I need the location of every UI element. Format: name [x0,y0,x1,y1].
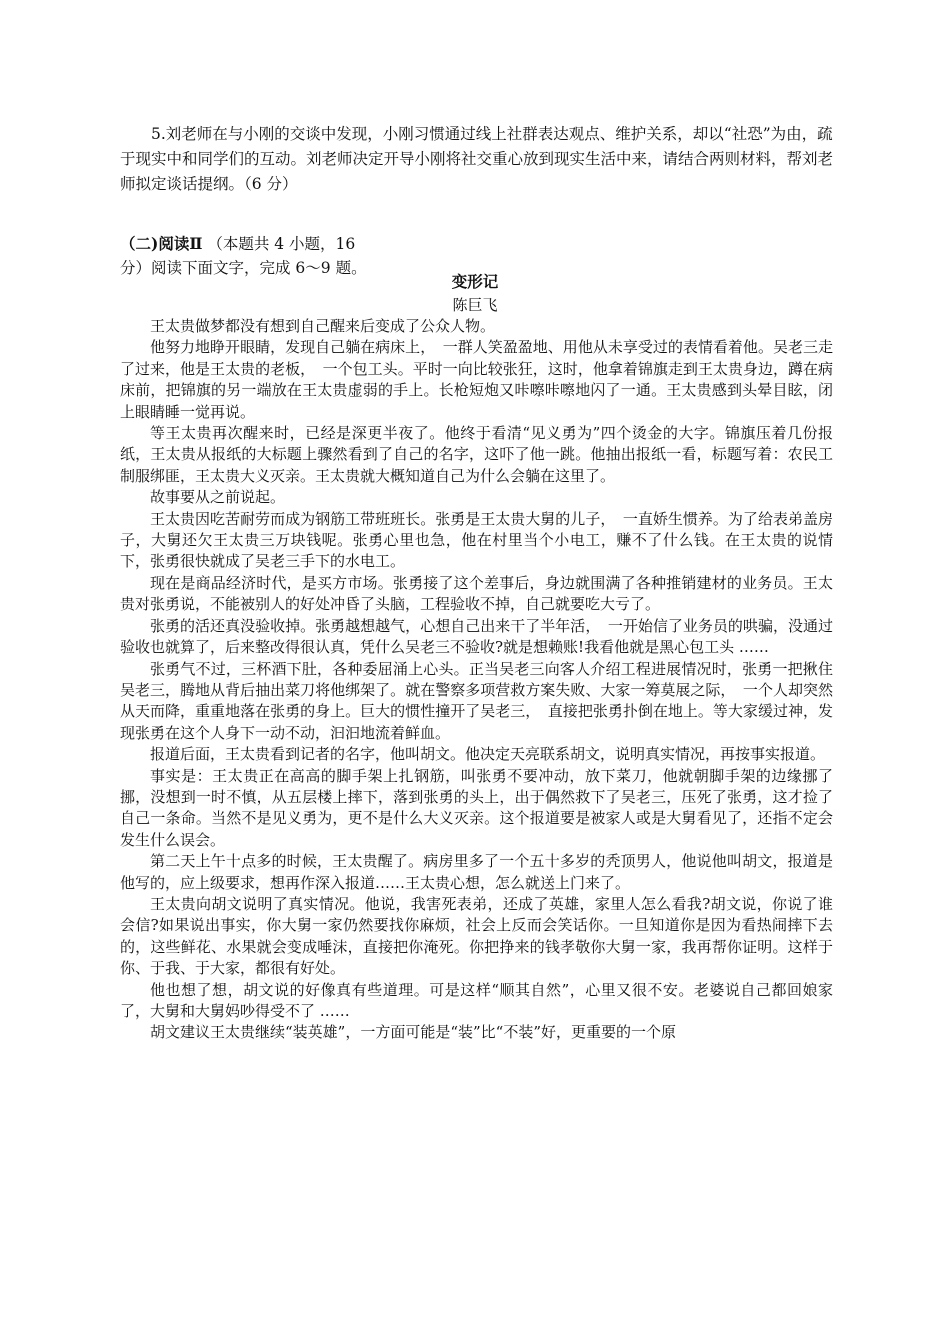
story-paragraph: 报道后面，王太贵看到记者的名字，他叫胡文。他决定天亮联系胡文，说明真实情况，再按事实报道。 [150,745,826,764]
story-paragraph: 事实是：王太贵正在高高的脚手架上扎钢筋，叫张勇不要冲动，放下菜刀，他就朝脚手架的边缘挪了挪，没想到一时不慎，从五层楼上摔下，落到张勇的头上，出于偶然救下了吴老三，压死了张勇，这才捡了自己一条命。当然不是见义勇为，更不是什么大义灭亲。这个报道要是被家人或是大舅看见了，还指不定会发生什么误会。 [120,766,833,849]
story-author: 陈巨飞 [452,296,498,314]
section-info-line1: （本题共 4 小题，16 [207,235,356,253]
story-paragraph: 张勇气不过，三杯酒下肚，各种委屈涌上心头。正当吴老三向客人介绍工程进展情况时，张勇一把揪住吴老三，腾地从背后抽出菜刀将他绑架了。就在警察多项营救方案失败、大家一筹莫展之际， 一个人却突然从天而降，重重地落在张勇的身上。巨大的惯性撞开了吴老三， 直接把张勇扑倒在地上。等大家缓过神，发现张勇在这个人身下一动不动，汩汩地流着鲜血。 [120,659,833,742]
section-label: （二)阅读Ⅱ [120,234,203,253]
story-paragraph: 胡文建议王太贵继续“装英雄”，一方面可能是“装”比“不装”好，更重要的一个原 [150,1023,677,1042]
story-paragraph: 现在是商品经济时代，是买方市场。张勇接了这个差事后，身边就围满了各种推销建材的业务员。王太贵对张勇说，不能被别人的好处冲昏了头脑，工程验收不掉，自己就要吃大亏了。 [120,573,833,614]
story-paragraph: 张勇的活还真没验收掉。张勇越想越气，心想自己出来干了半年活， 一开始信了业务员的哄骗，没通过验收也就算了，后来整改得很认真，凭什么吴老三不验收?就是想赖账!我看他就是黑心包工头 …… [120,616,833,657]
story-body [120,316,833,1044]
story-paragraph: 王太贵向胡文说明了真实情况。他说，我害死表弟，还成了英雄，家里人怎么看我?胡文说，你说了谁会信?如果说出事实，你大舅一家仍然要找你麻烦，社会上反而会笑话你。一旦知道你是因为看热闹摔下去的，这些鲜花、水果就会变成唾沫，直接把你淹死。你把挣来的钱孝敬你大舅一家，我再帮你证明。这样于你、于我、于大家，都很有好处。 [120,894,834,978]
story-paragraph: 等王太贵再次醒来时，已经是深更半夜了。他终于看清“见义勇为”四个烫金的大字。锦旗压着几份报纸，王太贵从报纸的大标题上骤然看到了自己的名字，这吓了他一跳。他抽出报纸一看，标题写着：农民工制服绑匪，王太贵大义灭亲。王太贵就大概知道自己为什么会躺在这里了。 [120,424,833,485]
story-paragraph: 他也想了想，胡文说的好像真有些道理。可是这样“顺其自然”，心里又很不安。老婆说自己都回娘家了，大舅和大舅妈吵得受不了 …… [120,980,833,1020]
question-5: 5.刘老师在与小刚的交谈中发现，小刚习惯通过线上社群表达观点、维护关系，却以“社恐”为由，疏于现实中和同学们的互动。刘老师决定开导小刚将社交重心放到现实生活中来，请结合两则材料，帮刘老师拟定谈话提纲。（6 分） [120,125,834,193]
story-paragraph: 第二天上午十点多的时候，王太贵醒了。病房里多了一个五十多岁的秃顶男人，他说他叫胡文，报道是他写的，应上级要求，想再作深入报道……王太贵心想，怎么就送上门来了。 [120,852,833,892]
story-paragraph: 王太贵因吃苦耐劳而成为钢筋工带班班长。张勇是王太贵大舅的儿子， 一直娇生惯养。为了给表弟盖房子，大舅还欠王太贵三万块钱呢。张勇心里也急，他在村里当个小电工，赚不了什么钱。在王太贵的说情下，张勇很快就成了吴老三手下的水电工。 [120,509,833,571]
story-title: 变形记 [451,272,499,291]
story-paragraph: 他努力地睁开眼睛，发现自己躺在病床上， 一群人笑盈盈地、用他从未享受过的表情看着他。吴老三走了过来，他是王太贵的老板， 一个包工头。平时一向比较张狂，这时，他拿着锦旗走到王太贵身边，蹲在病床前，把锦旗的另一端放在王太贵虚弱的手上。长枪短炮又咔嚓咔嚓地闪了一通。王太贵感到头晕目眩，闭上眼睛睡一觉再说。 [120,338,833,421]
story-paragraph: 故事要从之前说起。 [150,488,286,507]
section-info-line2: 分）阅读下面文字，完成 6～9 题。 [120,259,367,277]
story-paragraph: 王太贵做梦都没有想到自己醒来后变成了公众人物。 [150,317,496,335]
